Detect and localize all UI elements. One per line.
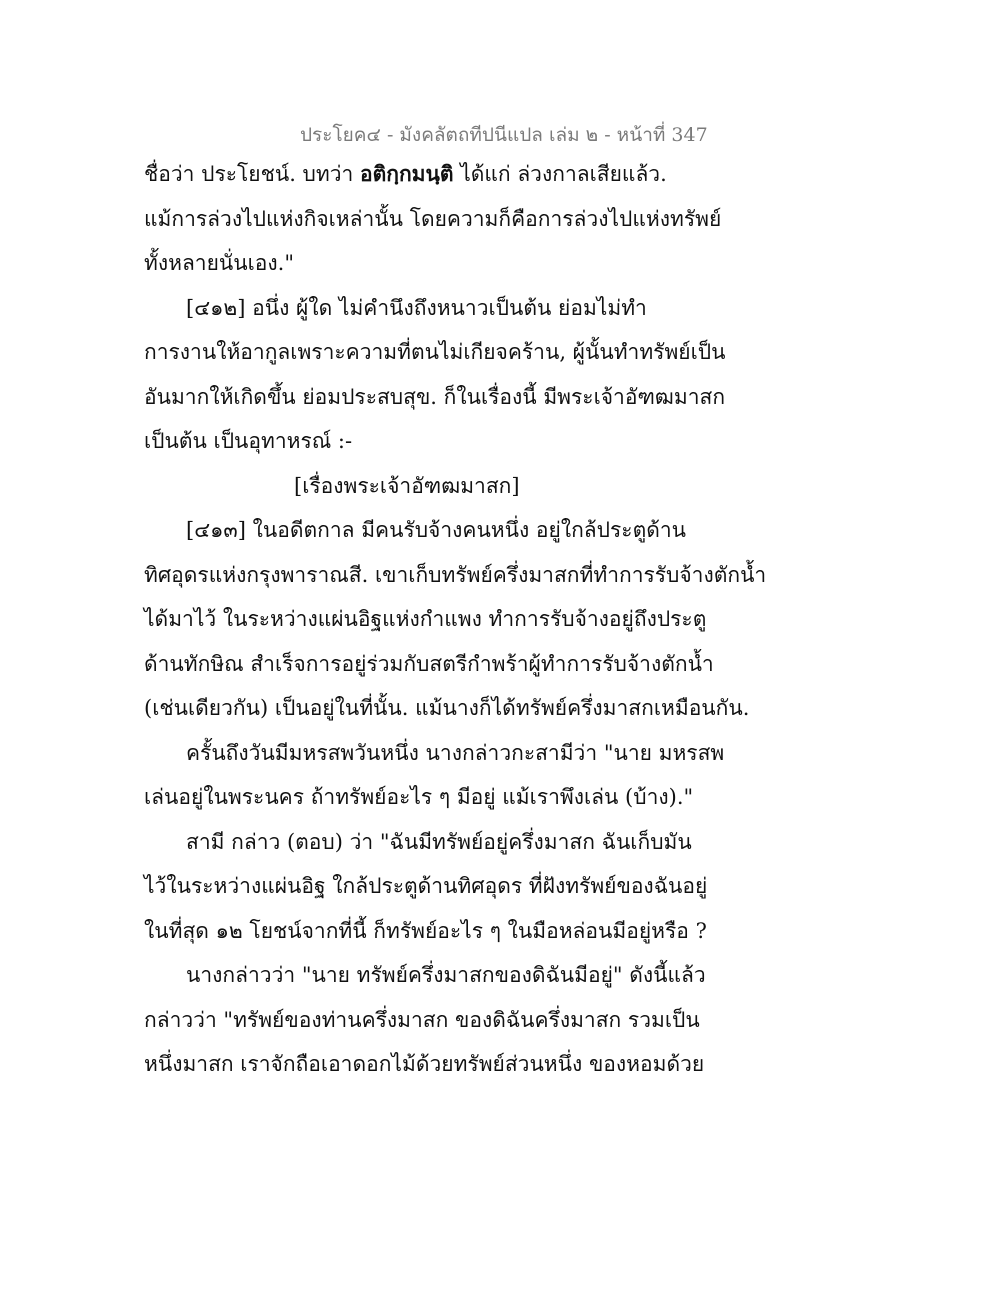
paragraph-2-line-3: อันมากให้เกิดขึ้น ย่อมประสบสุข. ก็ในเรื่องนี้ มีพระเจ้าอัฑฒมาสก <box>144 384 726 409</box>
paragraph-6-line-3: หนึ่งมาสก เราจักถือเอาดอกไม้ด้วยทรัพย์ส่วนหนึ่ง ของหอมด้วย <box>144 1052 705 1076</box>
paragraph-3-line-1: [๔๑๓] ในอดีตกาล มีคนรับจ้างคนหนึ่ง อยู่ใกล้ประตูด้าน <box>186 518 686 542</box>
paragraph-1-line-1 <box>144 152 704 197</box>
page-header: ประโยค๔ - มังคลัตถทีปนีแปล เล่ม ๒ - หน้าที่ 347 <box>300 124 708 146</box>
paragraph-5-line-1: สามี กล่าว (ตอบ) ว่า "ฉันมีทรัพย์อยู่ครึ่งมาสก ฉันเก็บมัน <box>186 829 692 854</box>
paragraph-4-line-1: ครั้นถึงวันมีมหรสพวันหนึ่ง นางกล่าวกะสามีว่า "นาย มหรสพ <box>186 740 725 765</box>
story-title: [เรื่องพระเจ้าอัฑฒมาสก] <box>294 473 520 498</box>
paragraph-2-line-4: เป็นต้น เป็นอุทาหรณ์ :- <box>144 429 353 453</box>
paragraph-3-line-2: ทิศอุดรแห่งกรุงพาราณสี. เขาเก็บทรัพย์ครึ่งมาสกที่ทำการรับจ้างตักน้ำ <box>144 562 767 587</box>
pali-term: อติกฺกมนฺติ <box>360 161 454 186</box>
paragraph-5-line-2: ไว้ในระหว่างแผ่นอิฐ ใกล้ประตูด้านทิศอุดร ที่ฝังทรัพย์ของฉันอยู่ <box>144 874 708 898</box>
body-text <box>144 152 767 1087</box>
paragraph-1-line-2: แม้การล่วงไปแห่งกิจเหล่านั้น โดยความก็คือการล่วงไปแห่งทรัพย์ <box>144 206 722 231</box>
paragraph-5-line-3: ในที่สุด ๑๒ โยชน์จากที่นี้ ก็ทรัพย์อะไร ๆ ในมือหล่อนมีอยู่หรือ ? <box>144 918 707 943</box>
paragraph-4-line-2: เล่นอยู่ในพระนคร ถ้าทรัพย์อะไร ๆ มีอยู่ แม้เราพึงเล่น (บ้าง)." <box>144 785 694 809</box>
text-span: ได้แก่ ล่วงกาลเสียแล้ว. <box>453 162 667 186</box>
paragraph-2-line-2: การงานให้อากูลเพราะความที่ตนไม่เกียจคร้าน, ผู้นั้นทำทรัพย์เป็น <box>144 340 726 364</box>
text-span: ชื่อว่า ประโยชน์. บทว่า <box>144 162 360 186</box>
paragraph-2-line-1: [๔๑๒] อนึ่ง ผู้ใด ไม่คำนึงถึงหนาวเป็นต้น ย่อมไม่ทำ <box>186 295 647 320</box>
paragraph-1-line-3: ทั้งหลายนั่นเอง." <box>144 251 294 275</box>
paragraph-3-line-5: (เช่นเดียวกัน) เป็นอยู่ในที่นั้น. แม้นางก็ได้ทรัพย์ครึ่งมาสกเหมือนกัน. <box>144 696 750 720</box>
paragraph-6-line-1: นางกล่าวว่า "นาย ทรัพย์ครึ่งมาสกของดิฉันมีอยู่" ดังนี้แล้ว <box>186 963 706 987</box>
paragraph-6-line-2: กล่าวว่า "ทรัพย์ของท่านครึ่งมาสก ของดิฉันครึ่งมาสก รวมเป็น <box>144 1007 700 1032</box>
paragraph-3-line-4: ด้านทักษิณ สำเร็จการอยู่ร่วมกับสตรีกำพร้าผู้ทำการรับจ้างตักน้ำ <box>144 651 714 676</box>
paragraph-3-line-3: ได้มาไว้ ในระหว่างแผ่นอิฐแห่งกำแพง ทำการรับจ้างอยู่ถึงประตู <box>144 607 707 631</box>
